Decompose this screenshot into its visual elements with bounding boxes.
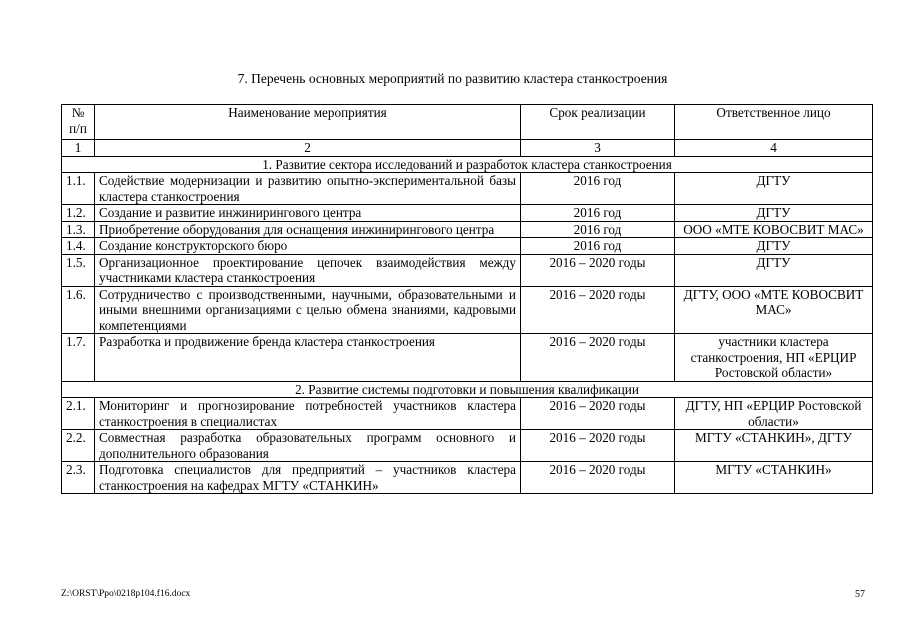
row-responsible: ДГТУ (675, 205, 873, 222)
section-row (62, 381, 873, 398)
table-row (62, 254, 873, 286)
footer-file-path: Z:\ORST\Ppo\0218p104.f16.docx (61, 589, 191, 599)
row-name: Подготовка специалистов для предприятий – участников кластера станкостроения на кафедрах МГТУ «СТАНКИН» (95, 462, 521, 494)
page-number: 57 (855, 589, 865, 600)
row-num: 1.4. (62, 238, 95, 255)
row-num: 1.3. (62, 221, 95, 238)
row-name: Создание конструкторского бюро (95, 238, 521, 255)
row-responsible: ДГТУ (675, 254, 873, 286)
header-num: № п/п (62, 105, 95, 140)
table-row (62, 238, 873, 255)
row-name: Приобретение оборудования для оснащения инжинирингового центра (95, 221, 521, 238)
column-number: 4 (675, 140, 873, 157)
row-num: 1.6. (62, 286, 95, 334)
row-name: Мониторинг и прогнозирование потребностей участников кластера станкостроения в специалистах (95, 398, 521, 430)
section-title: 2. Развитие системы подготовки и повышения квалификации (62, 381, 873, 398)
table-row (62, 221, 873, 238)
row-term: 2016 – 2020 годы (521, 430, 675, 462)
row-term: 2016 год (521, 238, 675, 255)
row-num: 1.7. (62, 334, 95, 382)
row-num: 2.1. (62, 398, 95, 430)
row-responsible: ДГТУ, ООО «МТЕ КОВОСВИТ МАС» (675, 286, 873, 334)
column-number: 3 (521, 140, 675, 157)
row-num: 2.2. (62, 430, 95, 462)
table-row (62, 398, 873, 430)
table-row (62, 462, 873, 494)
row-responsible: участники кластера станкостроения, НП «ЕРЦИР Ростовской области» (675, 334, 873, 382)
header-name: Наименование мероприятия (95, 105, 521, 140)
row-num: 2.3. (62, 462, 95, 494)
row-term: 2016 год (521, 221, 675, 238)
row-term: 2016 – 2020 годы (521, 254, 675, 286)
header-term: Срок реализации (521, 105, 675, 140)
column-number: 2 (95, 140, 521, 157)
row-responsible: МГТУ «СТАНКИН» (675, 462, 873, 494)
table-row (62, 430, 873, 462)
table-row (62, 286, 873, 334)
row-num: 1.5. (62, 254, 95, 286)
row-responsible: ДГТУ (675, 238, 873, 255)
column-number-row (62, 140, 873, 157)
row-term: 2016 год (521, 205, 675, 222)
row-term: 2016 – 2020 годы (521, 334, 675, 382)
column-number: 1 (62, 140, 95, 157)
row-term: 2016 – 2020 годы (521, 462, 675, 494)
section-title: 1. Развитие сектора исследований и разработок кластера станкостроения (62, 156, 873, 173)
section-row (62, 156, 873, 173)
row-name: Совместная разработка образовательных программ основного и дополнительного образования (95, 430, 521, 462)
row-term: 2016 – 2020 годы (521, 286, 675, 334)
row-responsible: ДГТУ, НП «ЕРЦИР Ростовской области» (675, 398, 873, 430)
table-row (62, 334, 873, 382)
row-name: Разработка и продвижение бренда кластера станкостроения (95, 334, 521, 382)
table-row (62, 173, 873, 205)
row-responsible: МГТУ «СТАНКИН», ДГТУ (675, 430, 873, 462)
table-row (62, 205, 873, 222)
row-name: Создание и развитие инжинирингового центра (95, 205, 521, 222)
activities-table (61, 104, 873, 494)
row-num: 1.1. (62, 173, 95, 205)
header-responsible: Ответственное лицо (675, 105, 873, 140)
table-header-row (62, 105, 873, 140)
row-responsible: ООО «МТЕ КОВОСВИТ МАС» (675, 221, 873, 238)
row-responsible: ДГТУ (675, 173, 873, 205)
row-name: Содействие модернизации и развитию опытно-экспериментальной базы кластера станкостроения (95, 173, 521, 205)
row-name: Организационное проектирование цепочек взаимодействия между участниками кластера станкостроения (95, 254, 521, 286)
document-title: 7. Перечень основных мероприятий по развитию кластера станкостроения (237, 71, 668, 86)
row-num: 1.2. (62, 205, 95, 222)
row-term: 2016 год (521, 173, 675, 205)
row-name: Сотрудничество с производственными, научными, образовательными и иными внешними организациями с целью обмена знаниями, кадровыми компетенциями (95, 286, 521, 334)
row-term: 2016 – 2020 годы (521, 398, 675, 430)
